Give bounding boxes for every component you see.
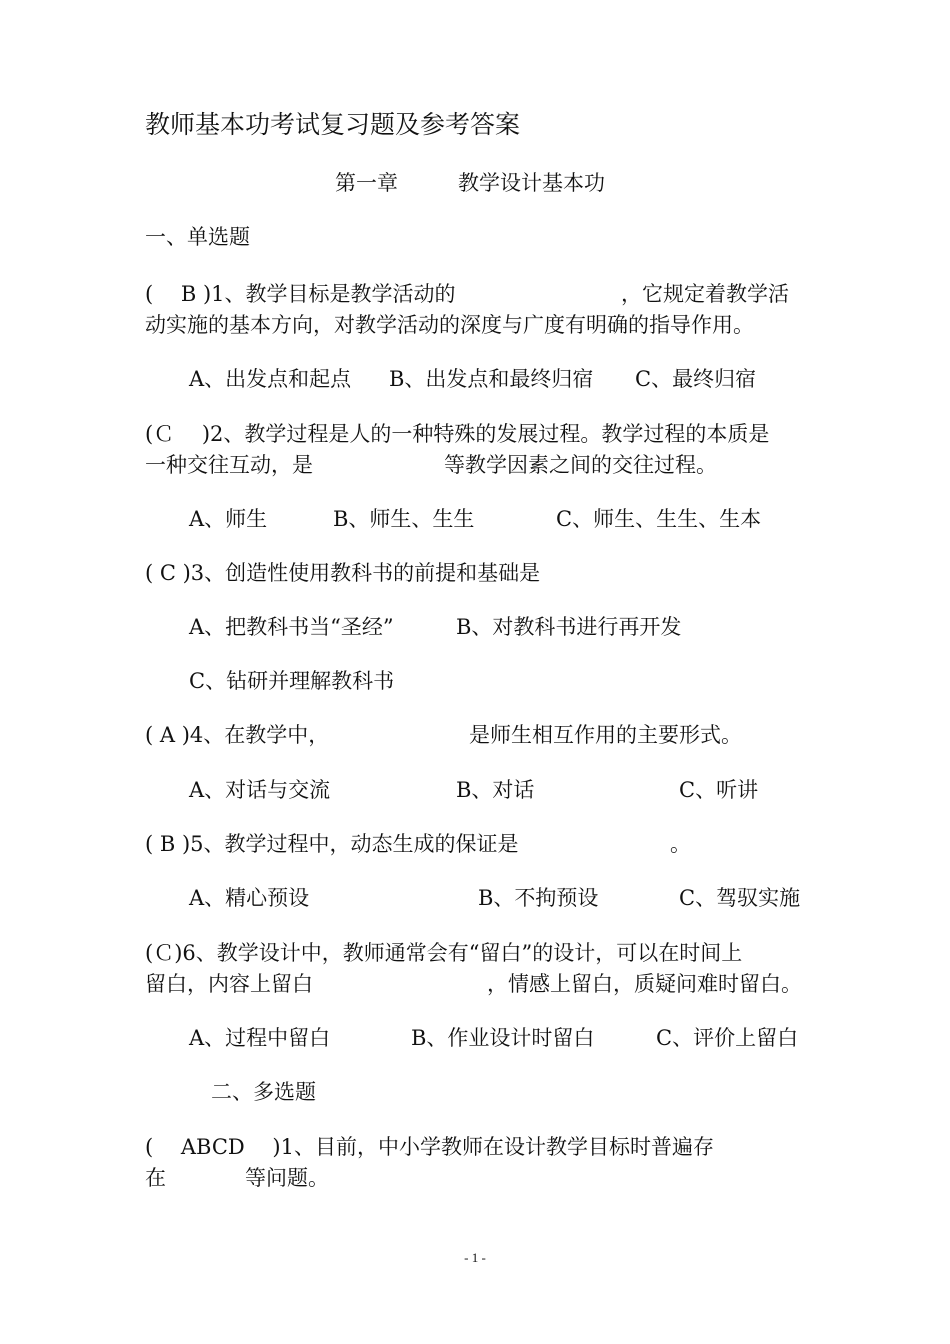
chapter-number: 第一章	[335, 171, 398, 195]
question-text: 留白，内容上留白	[145, 972, 313, 996]
option-b: B、作业设计时留白	[411, 1026, 595, 1050]
section-multi-choice: 二、多选题	[211, 1080, 316, 1104]
question-text: ( C )3、创造性使用教科书的前提和基础是	[145, 561, 541, 585]
question-text: 等问题。	[245, 1166, 329, 1190]
option-c: C、最终归宿	[635, 367, 757, 391]
option-b: B、不拘预设	[478, 886, 599, 910]
question-text: (Ｃ )2、教学过程是人的一种特殊的发展过程。教学过程的本质是	[145, 422, 770, 446]
option-a: A、把教科书当“圣经”	[189, 615, 394, 639]
section-single-choice: 一、单选题	[145, 225, 250, 249]
option-c: C、钻研并理解教科书	[189, 669, 395, 693]
question-text: ，它规定着教学活	[621, 282, 789, 306]
option-b: B、出发点和最终归宿	[389, 367, 594, 391]
option-a: A、师生	[189, 507, 268, 531]
question-text: 一种交往互动，是	[145, 453, 313, 477]
option-c: C、师生、生生、生本	[556, 507, 762, 531]
option-c: C、驾驭实施	[679, 886, 801, 910]
option-c: C、评价上留白	[656, 1026, 799, 1050]
question-text: (Ｃ)6、教学设计中，教师通常会有“留白”的设计，可以在时间上	[145, 941, 743, 965]
option-b: B、对教科书进行再开发	[456, 615, 682, 639]
question-text: 动实施的基本方向，对教学活动的深度与广度有明确的指导作用。	[145, 313, 754, 337]
question-text: 是师生相互作用的主要形式。	[469, 723, 742, 747]
option-a: A、精心预设	[189, 886, 310, 910]
option-b: B、对话	[456, 778, 535, 802]
question-text: 在	[145, 1166, 166, 1190]
question-text: ( B )5、教学过程中，动态生成的保证是	[145, 832, 519, 856]
question-text: ( A )4、在教学中，	[145, 723, 330, 747]
question-text: ( ABCD )1、目前，中小学教师在设计教学目标时普遍存	[145, 1135, 714, 1159]
option-a: A、过程中留白	[189, 1026, 331, 1050]
option-b: B、师生、生生	[333, 507, 475, 531]
question-text: ，情感上留白，质疑问难时留白。	[487, 972, 802, 996]
question-text: 等教学因素之间的交往过程。	[444, 453, 717, 477]
question-text: 。	[670, 832, 691, 856]
option-c: C、听讲	[679, 778, 759, 802]
option-a: A、出发点和起点	[189, 367, 352, 391]
page-number: - 1 -	[464, 1250, 486, 1265]
chapter-name: 教学设计基本功	[458, 171, 605, 195]
document-title: 教师基本功考试复习题及参考答案	[145, 110, 521, 139]
option-a: A、对话与交流	[189, 778, 331, 802]
chapter-heading	[335, 170, 605, 196]
question-text: ( B )1、教学目标是教学活动的	[145, 282, 456, 306]
